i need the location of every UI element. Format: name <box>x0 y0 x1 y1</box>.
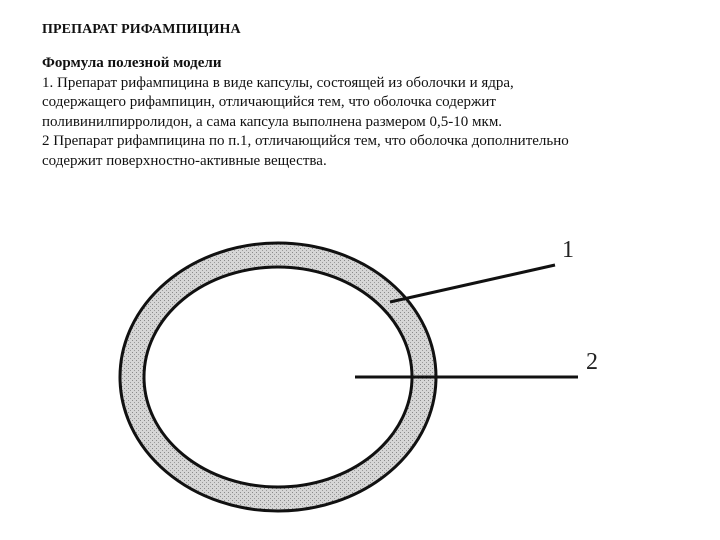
figure-label-1: 1 <box>562 237 574 263</box>
leader-line-1 <box>390 265 555 302</box>
claim-2-line-2: содержит поверхностно-активные вещества. <box>42 152 327 169</box>
figure-label-2: 2 <box>586 349 598 375</box>
claim-1-line-2: содержащего рифампицин, отличающийся тем, что оболочка содержит <box>42 94 496 111</box>
claim-1-line-3: поливинилпирролидон, а сама капсула выполнена размером 0,5-10 мкм. <box>42 113 503 130</box>
claim-1-line-1: 1. Препарат рифампицина в виде капсулы, состоящей из оболочки и ядра, <box>42 74 514 91</box>
page-title: ПРЕПАРАТ РИФАМПИЦИНА <box>42 22 241 37</box>
claim-2-line-1: 2 Препарат рифампицина по п.1, отличающийся тем, что оболочка дополнительно <box>42 133 569 150</box>
claims-subtitle: Формула полезной модели <box>42 55 222 71</box>
